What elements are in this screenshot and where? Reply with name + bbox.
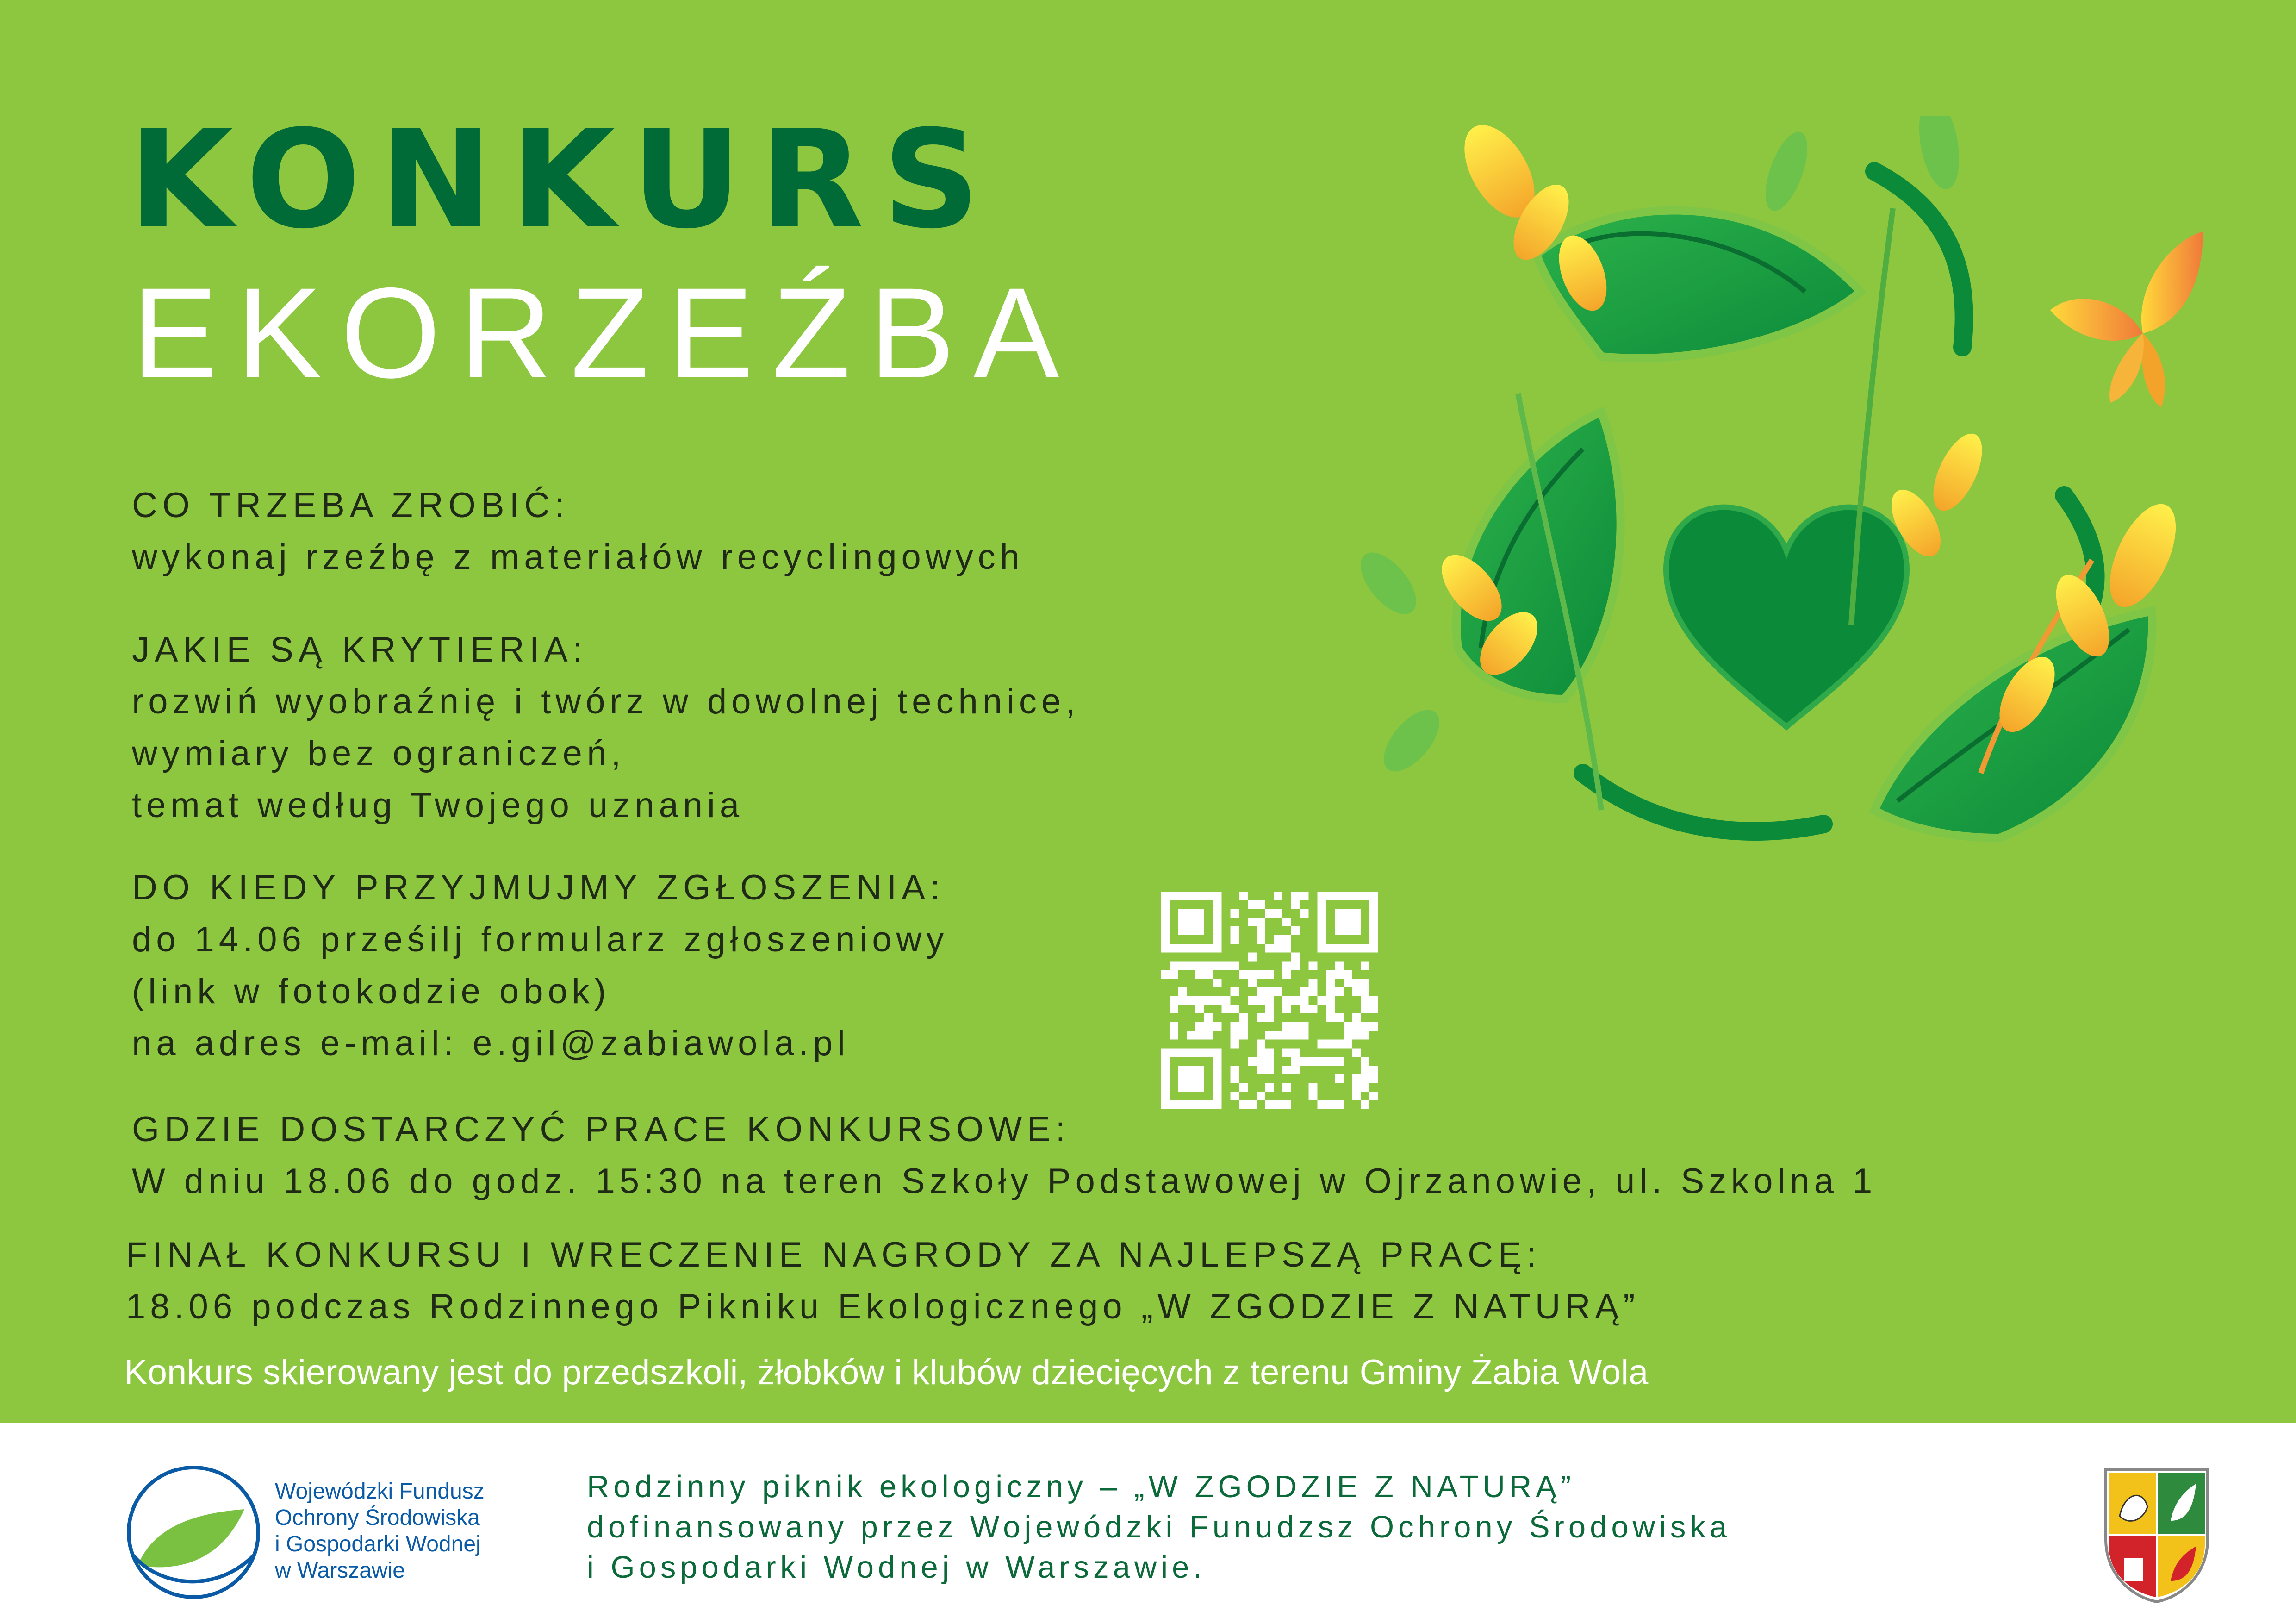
title-ekorzezba: EKORZEŹBA: [132, 261, 1078, 405]
section-delivery-line: W dniu 18.06 do godz. 15:30 na teren Szkoły Podstawowej w Ojrzanowie, ul. Szkolna 1: [132, 1162, 1877, 1201]
section-final-line: 18.06 podczas Rodzinnego Pikniku Ekologicznego „W ZGODZIE Z NATURĄ”: [126, 1287, 1640, 1326]
butterfly-icon: [2050, 231, 2203, 407]
fund-name-line: Ochrony Środowiska: [275, 1505, 480, 1530]
audience-note: Konkurs skierowany jest do przedszkoli, żłobków i klubów dziecięcych z terenu Gminy Żabia Wola: [124, 1353, 1649, 1392]
footer-text-line: dofinansowany przez Wojewódzki Funudzsz Ochrony Środowiska: [587, 1510, 1731, 1544]
section-final: [126, 1229, 1640, 1333]
section-what-heading: CO TRZEBA ZROBIĆ:: [132, 486, 570, 525]
section-criteria-line: wymiary bez ograniczeń,: [132, 734, 626, 773]
fund-logo: [124, 1463, 263, 1602]
section-deadline-line: do 14.06 prześilj formularz zgłoszeniowy: [132, 920, 949, 959]
title-konkurs: KONKURS: [129, 101, 999, 258]
footer-sponsor-text: [587, 1467, 1731, 1587]
recycle-leaves-illustration: [1342, 116, 2259, 921]
section-criteria-line: temat według Twojego uznania: [132, 786, 744, 825]
fund-name-line: Wojewódzki Fundusz: [275, 1479, 485, 1504]
section-deadline: [132, 862, 948, 1069]
section-criteria: [132, 624, 1080, 831]
section-deadline-email: na adres e-mail: e.gil@zabiawola.pl: [132, 1024, 850, 1063]
section-criteria-heading: JAKIE SĄ KRYTIERIA:: [132, 630, 588, 669]
section-delivery: [132, 1104, 1877, 1207]
section-final-heading: FINAŁ KONKURSU I WRECZENIE NAGRODY ZA NAJLEPSZĄ PRACĘ:: [126, 1235, 1542, 1274]
fund-name-line: w Warszawie: [275, 1558, 405, 1583]
qr-code[interactable]: [1161, 892, 1378, 1109]
section-deadline-line: (link w fotokodzie obok): [132, 972, 611, 1011]
section-what: [132, 480, 1024, 583]
section-what-line: wykonaj rzeźbę z materiałów recyclingowych: [132, 537, 1024, 577]
section-deadline-heading: DO KIEDY PRZYJMUJMY ZGŁOSZENIA:: [132, 868, 946, 907]
fund-name: [275, 1478, 485, 1584]
fund-name-line: i Gospodarki Wodnej: [275, 1532, 481, 1556]
section-delivery-heading: GDZIE DOSTARCZYĆ PRACE KONKURSOWE:: [132, 1110, 1070, 1149]
footer-text-line: i Gospodarki Wodnej w Warszawie.: [587, 1550, 1207, 1585]
footer-text-line: Rodzinny piknik ekologiczny – „W ZGODZIE Z NATURĄ”: [587, 1469, 1575, 1504]
municipality-crest: [2101, 1465, 2212, 1604]
section-criteria-line: rozwiń wyobraźnię i twórz w dowolnej technice,: [132, 682, 1080, 721]
heart-icon: [1666, 507, 1907, 727]
